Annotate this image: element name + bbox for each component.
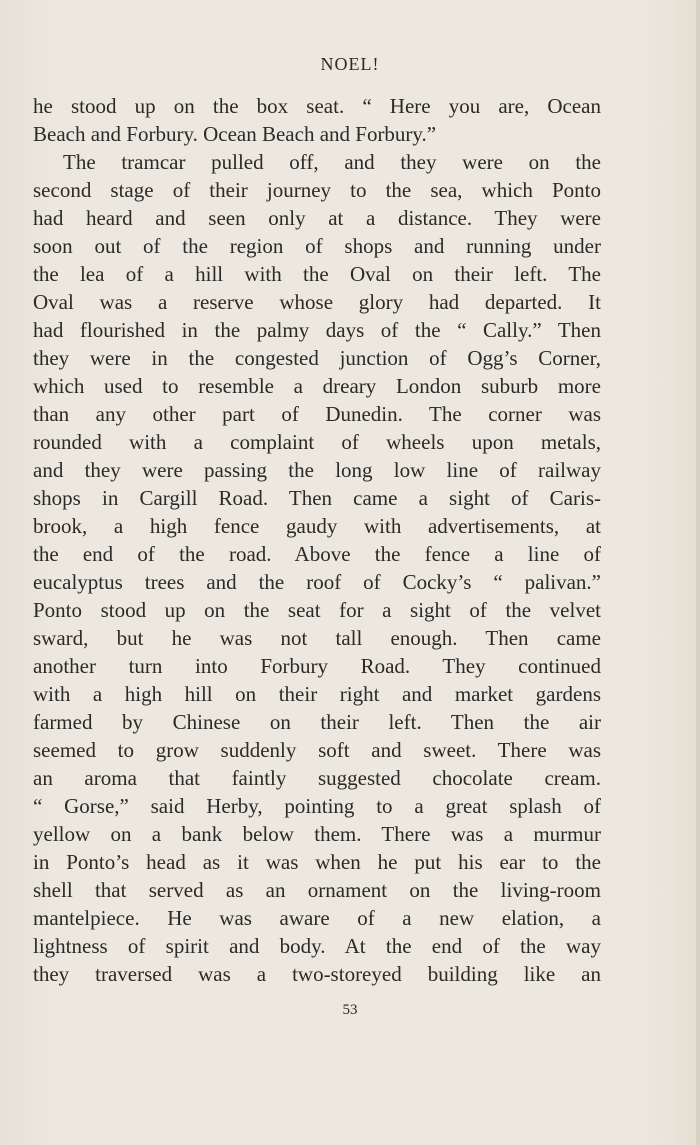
text-line: mantelpiece. He was aware of a new elation, a xyxy=(33,906,601,930)
text-line: brook, a high fence gaudy with advertisements, at xyxy=(33,514,601,538)
body-text xyxy=(33,92,601,988)
page-number: 53 xyxy=(342,1002,358,1018)
running-head: NOEL! xyxy=(320,54,380,74)
text-line: in Ponto’s head as it was when he put his ear to the xyxy=(33,850,601,874)
text-line: than any other part of Dunedin. The corner was xyxy=(33,402,601,426)
text-line: shops in Cargill Road. Then came a sight of Caris- xyxy=(33,486,601,510)
text-line: another turn into Forbury Road. They continued xyxy=(33,654,601,678)
text-line: farmed by Chinese on their left. Then the air xyxy=(33,710,601,734)
text-line: had heard and seen only at a distance. They were xyxy=(33,206,601,230)
page-edge xyxy=(696,0,700,1145)
text-line: the lea of a hill with the Oval on their left. The xyxy=(33,262,601,286)
text-line: Ponto stood up on the seat for a sight of the velvet xyxy=(33,598,601,622)
text-line: sward, but he was not tall enough. Then came xyxy=(33,626,601,650)
text-line: he stood up on the box seat. “ Here you are, Ocean xyxy=(33,94,601,118)
text-line: seemed to grow suddenly soft and sweet. There was xyxy=(33,738,601,762)
text-line: had flourished in the palmy days of the “ Cally.” Then xyxy=(33,318,601,342)
text-line: shell that served as an ornament on the living-room xyxy=(33,878,601,902)
text-line: “ Gorse,” said Herby, pointing to a great splash of xyxy=(33,794,601,818)
text-line: The tramcar pulled off, and they were on the xyxy=(63,150,601,174)
text-line: lightness of spirit and body. At the end of the way xyxy=(33,934,601,958)
text-line: the end of the road. Above the fence a line of xyxy=(33,542,601,566)
text-line: soon out of the region of shops and running under xyxy=(33,234,601,258)
text-line: Oval was a reserve whose glory had departed. It xyxy=(33,290,601,314)
text-line: yellow on a bank below them. There was a murmur xyxy=(33,822,601,846)
text-line: they traversed was a two-storeyed building like an xyxy=(33,962,601,986)
text-line: they were in the congested junction of Ogg’s Corner, xyxy=(33,346,601,370)
text-line: Beach and Forbury. Ocean Beach and Forbury.” xyxy=(33,122,437,146)
text-line: eucalyptus trees and the roof of Cocky’s “ palivan.” xyxy=(33,570,601,594)
text-line: and they were passing the long low line of railway xyxy=(33,458,601,482)
text-line: rounded with a complaint of wheels upon metals, xyxy=(33,430,601,454)
text-line: with a high hill on their right and market gardens xyxy=(33,682,601,706)
text-line: second stage of their journey to the sea, which Ponto xyxy=(33,178,601,202)
text-line: which used to resemble a dreary London suburb more xyxy=(33,374,601,398)
text-line: an aroma that faintly suggested chocolate cream. xyxy=(33,766,601,790)
